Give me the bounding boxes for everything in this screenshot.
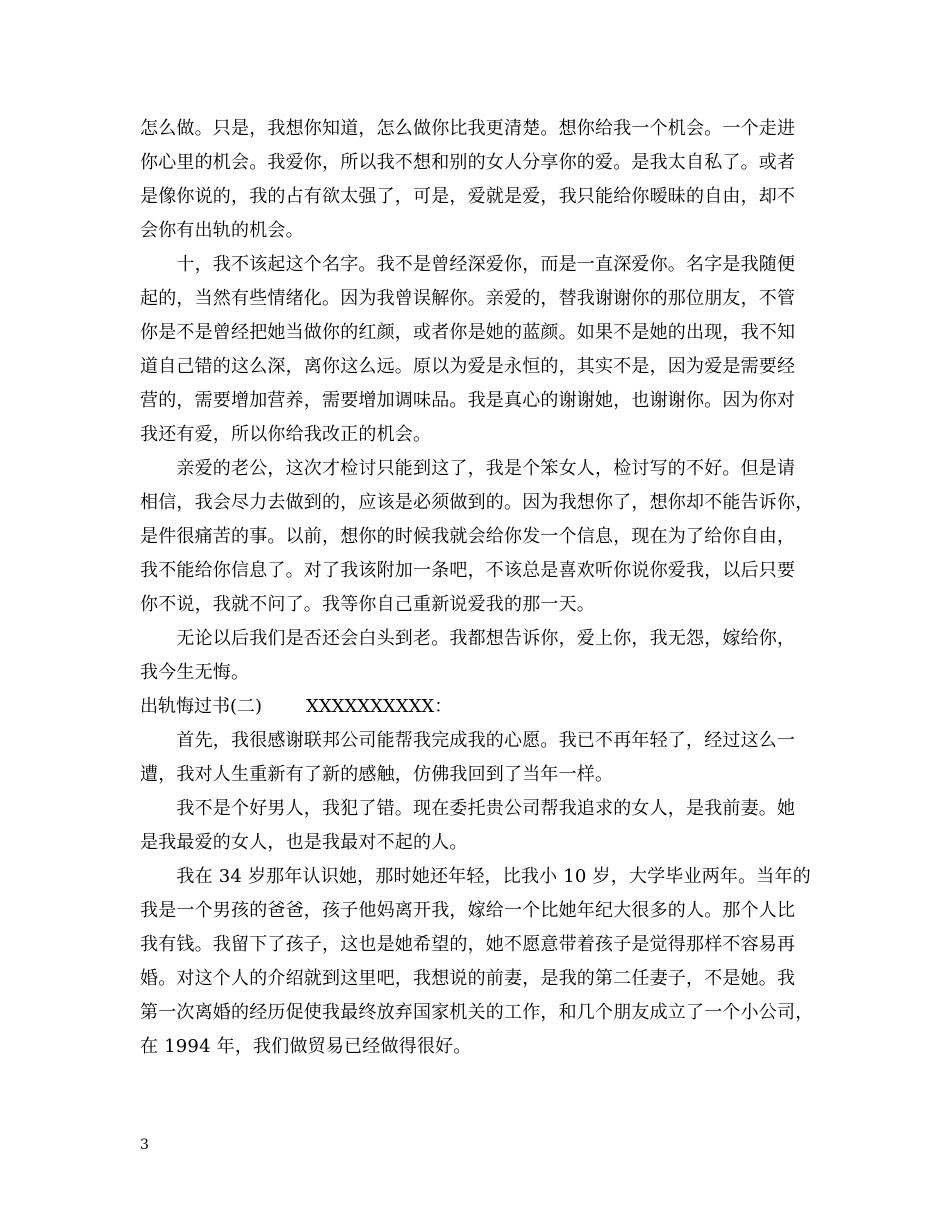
body-line: 是我最爱的女人，也是我最对不起的人。 xyxy=(140,832,468,853)
body-line: 起的，当然有些情绪化。因为我曾误解你。亲爱的，替我谢谢你的那位朋友，不管 xyxy=(140,288,796,309)
heading-title: 出轨悔过书(二) xyxy=(140,696,263,717)
body-line: 我不是个好男人，我犯了错。现在委托贵公司帮我追求的女人，是我前妻。她 xyxy=(140,798,796,819)
body-line: 我还有爱，所以你给我改正的机会。 xyxy=(140,424,432,445)
body-line: 会你有出轨的机会。 xyxy=(140,220,304,241)
body-line: 是像你说的，我的占有欲太强了，可是，爱就是爱，我只能给你暧昧的自由，却不 xyxy=(140,186,796,207)
body-line: 你是不是曾经把她当做你的红颜，或者你是她的蓝颜。如果不是她的出现，我不知 xyxy=(140,322,796,343)
body-line: 婚。对这个人的介绍就到这里吧，我想说的前妻，是我的第二任妻子，不是她。我 xyxy=(140,968,796,989)
body-line: 我不能给你信息了。对了我该附加一条吧，不该总是喜欢听你说你爱我，以后只要 xyxy=(140,560,796,581)
body-line: 你心里的机会。我爱你，所以我不想和别的女人分享你的爱。是我太自私了。或者 xyxy=(140,152,796,173)
body-line: 你不说，我就不问了。我等你自己重新说爱我的那一天。 xyxy=(140,594,595,615)
body-line: 亲爱的老公，这次才检讨只能到这了，我是个笨女人，检讨写的不好。但是请 xyxy=(140,458,796,479)
body-line: 道自己错的这么深，离你这么远。原以为爱是永恒的，其实不是，因为爱是需要经 xyxy=(140,356,796,377)
page-number: 3 xyxy=(140,1137,149,1153)
body-line: 我有钱。我留下了孩子，这也是她希望的，她不愿意带着孩子是觉得那样不容易再 xyxy=(140,934,796,955)
body-line: 十，我不该起这个名字。我不是曾经深爱你，而是一直深爱你。名字是我随便 xyxy=(140,254,796,275)
section-heading xyxy=(140,690,452,724)
body-line: 无论以后我们是否还会白头到老。我都想告诉你，爱上你，我无怨，嫁给你， xyxy=(140,628,796,649)
body-line: 我今生无悔。 xyxy=(140,662,250,683)
body-line: 第一次离婚的经历促使我最终放弃国家机关的工作，和几个朋友成立了一个小公司， xyxy=(140,1002,814,1023)
body-line: 在 1994 年，我们做贸易已经做得很好。 xyxy=(140,1036,472,1057)
body-line: 是件很痛苦的事。以前，想你的时候我就会给你发一个信息，现在为了给你自由， xyxy=(140,526,796,547)
body-line: 我是一个男孩的爸爸，孩子他妈离开我，嫁给一个比她年纪大很多的人。那个人比 xyxy=(140,900,796,921)
body-line: 遭，我对人生重新有了新的感触，仿佛我回到了当年一样。 xyxy=(140,764,614,785)
body-line: 我在 34 岁那年认识她，那时她还年轻，比我小 10 岁，大学毕业两年。当年的 xyxy=(140,866,811,887)
body-line: 相信，我会尽力去做到的，应该是必须做到的。因为我想你了，想你却不能告诉你， xyxy=(140,492,814,513)
heading-addressee: XXXXXXXXXX： xyxy=(306,696,453,717)
body-line: 怎么做。只是，我想你知道，怎么做你比我更清楚。想你给我一个机会。一个走进 xyxy=(140,118,796,139)
body-line: 营的，需要增加营养，需要增加调味品。我是真心的谢谢她，也谢谢你。因为你对 xyxy=(140,390,796,411)
body-line: 首先，我很感谢联邦公司能帮我完成我的心愿。我已不再年轻了，经过这么一 xyxy=(140,730,796,751)
